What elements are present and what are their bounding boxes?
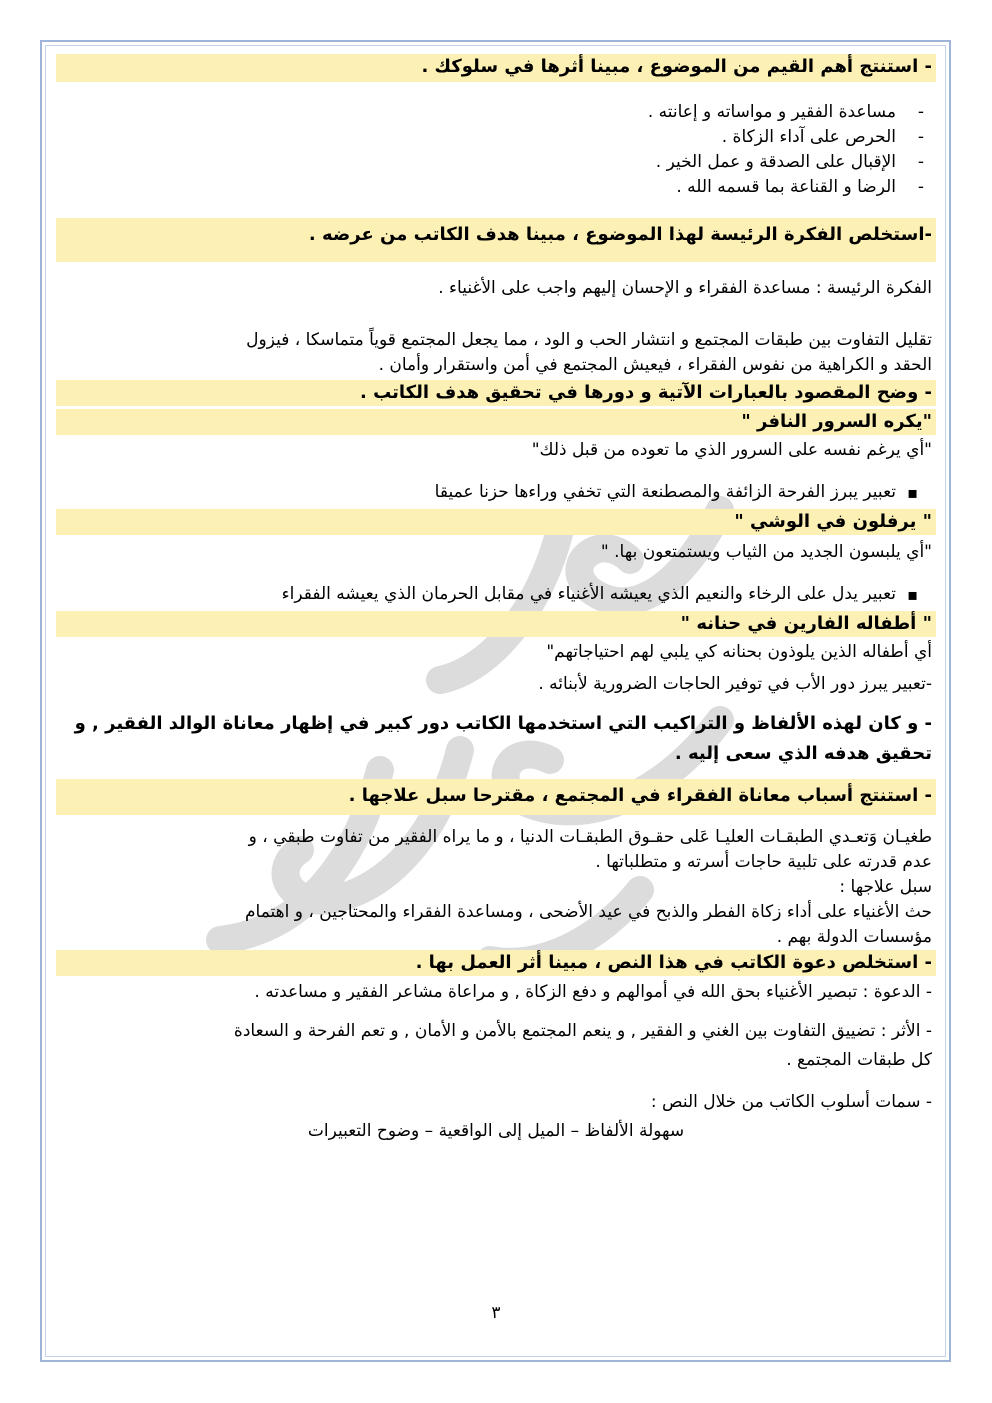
style-label: - سمات أسلوب الكاتب من خلال النص : (650, 1092, 932, 1112)
goal-line-2: الحقد و الكراهية من نفوس الفقراء ، فيعيش المجتمع في أمن واستقرار وأمان . (378, 355, 932, 375)
phrase1-role: ▪ تعبير يبرز الفرحة الزائفة والمصطنعة التي تخفي وراءها حزنا عميقا (56, 480, 936, 505)
page-number: ٣ (491, 1303, 501, 1323)
values-list (56, 100, 936, 200)
call-heading: - استخلص دعوة الكاتب في هذا النص ، مبينا أثر العمل بها . (56, 950, 936, 976)
list-item: - الرضا و القناعة بما قسمه الله . (56, 175, 924, 200)
effect-line-1: - الأثر : تضييق التفاوت بين الغني و الفقير , و ينعم المجتمع بالأمن و الأمان , و تعم الفرحة و السعادة (233, 1021, 932, 1041)
goal-line-1: تقليل التفاوت بين طبقات المجتمع و انتشار الحب و الود ، مما يجعل المجتمع قوياً متماسكا ، فيزول (246, 330, 932, 350)
remedies-line-1: حث الأغنياء على أداء زكاة الفطر والذبح في عيد الأضحى ، ومساعدة الفقراء والمحتاجين ، و اهتمام (245, 902, 932, 922)
phrase2-heading: " يرفلون في الوشي " (56, 509, 936, 535)
remedies-line-2: مؤسسات الدولة بهم . (776, 927, 932, 947)
remedies-label: سبل علاجها : (839, 877, 932, 897)
call-text: - الدعوة : تبصير الأغنياء بحق الله في أموالهم و دفع الزكاة , و مراعاة مشاعر الفقير و مساعدته . (254, 982, 932, 1002)
conclusion-line-1: - و كان لهذه الألفاظ و التراكيب التي استخدمها الكاتب دور كبير في إظهار معاناة الوالد الفقير , و (74, 713, 932, 734)
list-item: - الحرص على آداء الزكاة . (56, 125, 924, 150)
list-item: - مساعدة الفقير و مواساته و إعانته . (56, 100, 924, 125)
causes-line-1: طغيـان وَتعـدي الطبقـات العليـا عَلى حقـوق الطبقـات الدنيا ، و ما يراه الفقير من تفاوت طبقي ، و (248, 827, 932, 847)
phrase2-role: ▪ تعبير يدل على الرخاء والنعيم الذي يعيشه الأغنياء في مقابل الحرمان الذي يعيشه الفقراء (56, 582, 936, 607)
phrase1-meaning: "أي يرغم نفسه على السرور الذي ما تعوده من قبل ذلك" (531, 440, 932, 460)
phrases-heading: - وضح المقصود بالعبارات الآتية و دورها في تحقيق هدف الكاتب . (56, 380, 936, 406)
style-text: سهولة الألفاظ – الميل إلى الواقعية – وضوح التعبيرات (307, 1121, 685, 1141)
phrase1-heading: "يكره السرور النافر " (56, 409, 936, 435)
document-body (56, 50, 936, 1143)
main-idea-heading: -استخلص الفكرة الرئيسة لهذا الموضوع ، مبينا هدف الكاتب من عرضه . (56, 218, 936, 262)
phrase3-heading: " أطفاله الفارين في حنانه " (56, 611, 936, 637)
phrase3-role: -تعبير يبرز دور الأب في توفير الحاجات الضرورية لأبنائه . (538, 674, 932, 694)
list-item: - الإقبال على الصدقة و عمل الخير . (56, 150, 924, 175)
conclusion-line-2: تحقيق هدفه الذي سعى إليه . (674, 743, 932, 764)
values-heading: - استنتج أهم القيم من الموضوع ، مبينا أثرها في سلوكك . (56, 54, 936, 82)
phrase3-meaning: أي أطفاله الذين يلوذون بحنانه كي يلبي لهم احتياجاتهم" (546, 642, 932, 662)
causes-line-2: عدم قدرته على تلبية حاجات أسرته و متطلباتها . (595, 852, 932, 872)
causes-heading: - استنتج أسباب معاناة الفقراء في المجتمع ، مقترحا سبل علاجها . (56, 779, 936, 815)
effect-line-2: كل طبقات المجتمع . (786, 1050, 932, 1070)
main-idea-text: الفكرة الرئيسة : مساعدة الفقراء و الإحسان إليهم واجب على الأغنياء . (438, 278, 932, 298)
phrase2-meaning: "أي يلبسون الجديد من الثياب ويستمتعون بها. " (600, 542, 932, 562)
